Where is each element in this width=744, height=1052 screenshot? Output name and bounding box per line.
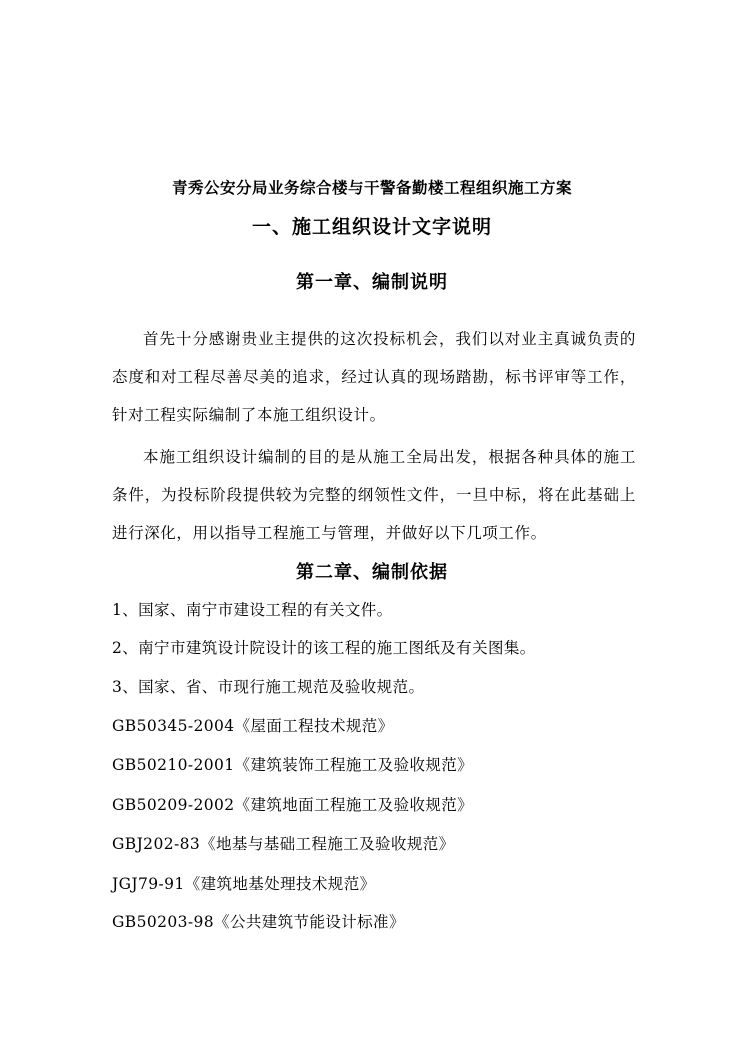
standard-floor: GB50209-2002《建筑地面工程施工及验收规范》	[112, 796, 474, 814]
standard-ground-treatment: JGJ79-91《建筑地基处理技术规范》	[112, 875, 376, 893]
standard-decoration: GB50210-2001《建筑装饰工程施工及验收规范》	[112, 756, 474, 774]
chapter-2-heading: 第二章、编制依据	[296, 562, 448, 583]
standard-foundation: GBJ202-83《地基与基础工程施工及验收规范》	[112, 835, 455, 853]
section-title: 一、施工组织设计文字说明	[251, 216, 492, 238]
basis-item-3: 3、国家、省、市现行施工规范及验收规范。	[112, 678, 425, 696]
basis-item-1: 1、国家、南宁市建设工程的有关文件。	[112, 601, 393, 619]
document-title: 青秀公安分局业务综合楼与干警备勤楼工程组织施工方案	[171, 178, 572, 197]
standard-energy-saving: GB50203-98《公共建筑节能设计标准》	[112, 913, 405, 931]
chapter-1-heading: 第一章、编制说明	[296, 272, 448, 293]
chapter-1-paragraph-2: 本施工组织设计编制的目的是从施工全局出发，根据各种具体的施工条件，为投标阶段提供较为完整的纲领性文件，一旦中标，将在此基础上进行深化，用以指导工程施工与管理，并做好以下几项工作。	[112, 448, 636, 542]
standard-roof: GB50345-2004《屋面工程技术规范》	[112, 717, 394, 735]
chapter-1-paragraph-1: 首先十分感谢贵业主提供的这次投标机会，我们以对业主真诚负责的态度和对工程尽善尽美的追求，经过认真的现场踏勘，标书评审等工作，针对工程实际编制了本施工组织设计。	[112, 330, 636, 424]
basis-item-2: 2、南宁市建筑设计院设计的该工程的施工图纸及有关图集。	[112, 639, 536, 657]
